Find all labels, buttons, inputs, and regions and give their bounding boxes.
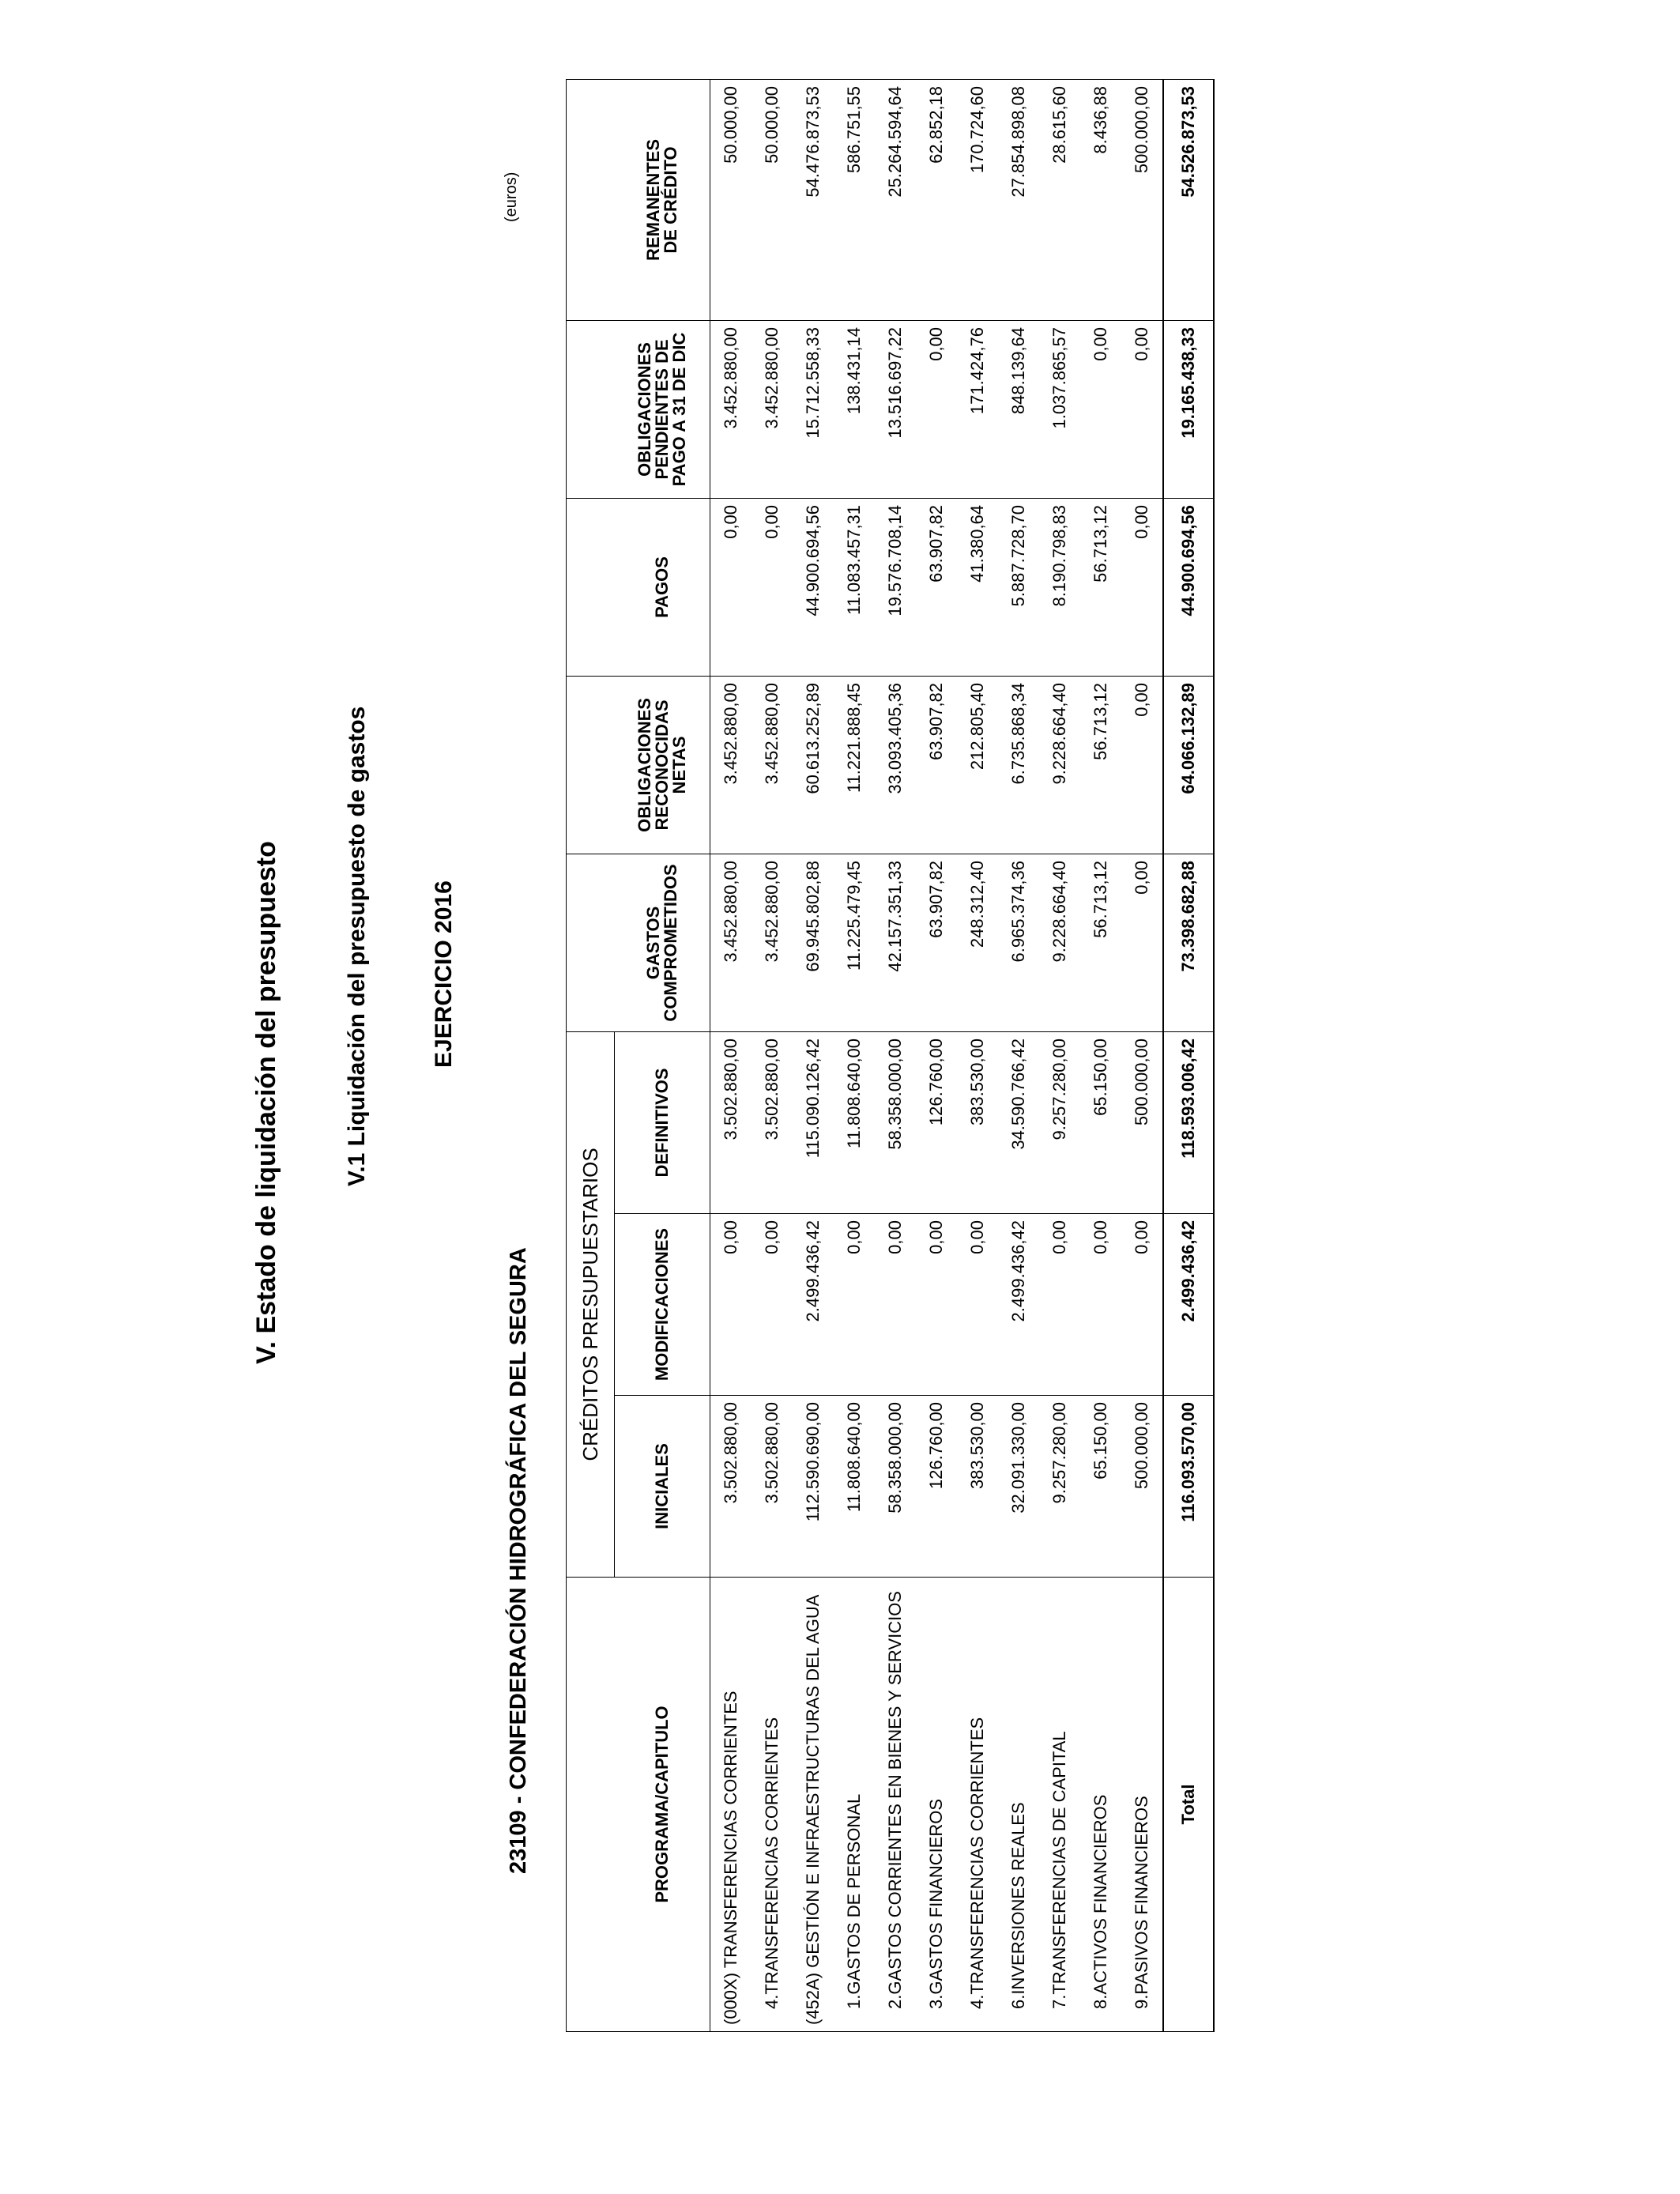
cell-remanentes: 500.000,00 [1121, 79, 1163, 320]
cell-iniciales: 11.808.640,00 [834, 1396, 875, 1578]
row-name: 4.TRANSFERENCIAS CORRIENTES [957, 1578, 998, 2032]
cell-obligaciones-netas: 6.735.868,34 [998, 676, 1039, 854]
row-name: 7.TRANSFERENCIAS DE CAPITAL [1039, 1578, 1080, 2032]
cell-obligaciones-pendientes: 848.139,64 [998, 320, 1039, 498]
row-name: 6.INVERSIONES REALES [998, 1578, 1039, 2032]
cell-obligaciones-pendientes: 3.452.880,00 [751, 320, 793, 498]
cell-definitivos: 34.590.766,42 [998, 1031, 1039, 1213]
cell-pagos: 44.900.694,56 [793, 498, 834, 676]
total-obligaciones-netas: 64.066.132,89 [1163, 676, 1214, 854]
budget-table [566, 79, 1215, 2032]
cell-iniciales: 3.502.880,00 [751, 1396, 793, 1578]
cell-definitivos: 3.502.880,00 [751, 1031, 793, 1213]
cell-pagos: 0,00 [710, 498, 752, 676]
total-gastos-comprometidos: 73.398.682,88 [1163, 854, 1214, 1031]
cell-gastos-comprometidos: 3.452.880,00 [710, 854, 752, 1031]
cell-iniciales: 58.358.000,00 [875, 1396, 916, 1578]
header-iniciales: INICIALES [615, 1396, 710, 1578]
table-row [998, 79, 1039, 2031]
cell-obligaciones-netas: 3.452.880,00 [710, 676, 752, 854]
row-name: (000X) TRANSFERENCIAS CORRIENTES [710, 1578, 752, 2032]
cell-obligaciones-pendientes: 171.424,76 [957, 320, 998, 498]
cell-remanentes: 50.000,00 [751, 79, 793, 320]
total-modificaciones: 2.499.436,42 [1163, 1214, 1214, 1396]
cell-gastos-comprometidos: 11.225.479,45 [834, 854, 875, 1031]
cell-pagos: 0,00 [1121, 498, 1163, 676]
cell-definitivos: 65.150,00 [1080, 1031, 1121, 1213]
header-obligaciones-netas [615, 676, 710, 854]
header-orn-line2: RECONOCIDAS [651, 699, 672, 831]
table-row [793, 79, 834, 2031]
subtitle: V.1 Liquidación del presupuesto de gastos [344, 706, 370, 1186]
main-title: V. Estado de liquidación del presupuesto [251, 841, 281, 1364]
header-blank [567, 498, 615, 676]
cell-iniciales: 32.091.330,00 [998, 1396, 1039, 1578]
cell-modificaciones: 2.499.436,42 [998, 1214, 1039, 1396]
cell-iniciales: 500.000,00 [1121, 1396, 1163, 1578]
fiscal-year: EJERCICIO 2016 [431, 880, 457, 1068]
total-definitivos: 118.593.006,42 [1163, 1031, 1214, 1213]
cell-modificaciones: 2.499.436,42 [793, 1214, 834, 1396]
row-name: 4.TRANSFERENCIAS CORRIENTES [751, 1578, 793, 2032]
cell-modificaciones: 0,00 [1039, 1214, 1080, 1396]
total-label: Total [1163, 1578, 1214, 2032]
cell-pagos: 0,00 [751, 498, 793, 676]
row-name: 1.GASTOS DE PERSONAL [834, 1578, 875, 2032]
cell-modificaciones: 0,00 [1080, 1214, 1121, 1396]
cell-pagos: 11.083.457,31 [834, 498, 875, 676]
cell-modificaciones: 0,00 [957, 1214, 998, 1396]
units-label: (euros) [503, 172, 520, 222]
header-blank [567, 1578, 615, 2032]
total-obligaciones-pendientes: 19.165.438,33 [1163, 320, 1214, 498]
header-creditos-group: CRÉDITOS PRESUPUESTARIOS [567, 1031, 615, 1577]
cell-pagos: 8.190.798,83 [1039, 498, 1080, 676]
cell-gastos-comprometidos: 248.312,40 [957, 854, 998, 1031]
table-row [875, 79, 916, 2031]
table-row [916, 79, 957, 2031]
cell-gastos-comprometidos: 9.228.664,40 [1039, 854, 1080, 1031]
cell-pagos: 63.907,82 [916, 498, 957, 676]
table-row [957, 79, 998, 2031]
total-iniciales: 116.093.570,00 [1163, 1396, 1214, 1578]
cell-obligaciones-netas: 60.613.252,89 [793, 676, 834, 854]
cell-obligaciones-netas: 33.093.405,36 [875, 676, 916, 854]
cell-obligaciones-netas: 11.221.888,45 [834, 676, 875, 854]
header-programa: PROGRAMA/CAPITULO [615, 1578, 710, 2032]
cell-modificaciones: 0,00 [916, 1214, 957, 1396]
header-pagos: PAGOS [615, 498, 710, 676]
cell-definitivos: 11.808.640,00 [834, 1031, 875, 1213]
cell-iniciales: 3.502.880,00 [710, 1396, 752, 1578]
header-modificaciones: MODIFICACIONES [615, 1214, 710, 1396]
header-blank [567, 79, 615, 320]
cell-obligaciones-pendientes: 0,00 [1121, 320, 1163, 498]
organization-name: 23109 - CONFEDERACIÓN HIDROGRÁFICA DEL SEGURA [506, 1247, 531, 1874]
header-gastos-line2: COMPROMETIDOS [660, 864, 680, 1022]
header-gastos-comprometidos [615, 854, 710, 1031]
cell-remanentes: 586.751,55 [834, 79, 875, 320]
header-opp-line2: PENDIENTES DE [651, 339, 672, 480]
row-name: 8.ACTIVOS FINANCIEROS [1080, 1578, 1121, 2032]
cell-remanentes: 27.854.898,08 [998, 79, 1039, 320]
cell-obligaciones-netas: 0,00 [1121, 676, 1163, 854]
cell-obligaciones-pendientes: 0,00 [916, 320, 957, 498]
table-row [834, 79, 875, 2031]
cell-definitivos: 115.090.126,42 [793, 1031, 834, 1213]
table-row [1080, 79, 1121, 2031]
row-name: (452A) GESTIÓN E INFRAESTRUCTURAS DEL AGUA [793, 1578, 834, 2032]
header-orn-line3: NETAS [669, 736, 689, 794]
cell-iniciales: 65.150,00 [1080, 1396, 1121, 1578]
header-orn-line1: OBLIGACIONES [634, 698, 654, 832]
cell-obligaciones-pendientes: 3.452.880,00 [710, 320, 752, 498]
cell-pagos: 56.713,12 [1080, 498, 1121, 676]
cell-definitivos: 500.000,00 [1121, 1031, 1163, 1213]
cell-gastos-comprometidos: 3.452.880,00 [751, 854, 793, 1031]
header-rem-line2: DE CRÉDITO [660, 146, 680, 254]
cell-obligaciones-pendientes: 0,00 [1080, 320, 1121, 498]
cell-modificaciones: 0,00 [834, 1214, 875, 1396]
cell-remanentes: 54.476.873,53 [793, 79, 834, 320]
header-blank [567, 320, 615, 498]
cell-gastos-comprometidos: 56.713,12 [1080, 854, 1121, 1031]
cell-obligaciones-netas: 56.713,12 [1080, 676, 1121, 854]
total-remanentes: 54.526.873,53 [1163, 79, 1214, 320]
header-remanentes [615, 79, 710, 320]
cell-modificaciones: 0,00 [875, 1214, 916, 1396]
row-name: 3.GASTOS FINANCIEROS [916, 1578, 957, 2032]
cell-remanentes: 28.615,60 [1039, 79, 1080, 320]
cell-obligaciones-netas: 9.228.664,40 [1039, 676, 1080, 854]
total-row [1163, 79, 1214, 2031]
cell-pagos: 19.576.708,14 [875, 498, 916, 676]
cell-modificaciones: 0,00 [1121, 1214, 1163, 1396]
cell-remanentes: 50.000,00 [710, 79, 752, 320]
cell-definitivos: 9.257.280,00 [1039, 1031, 1080, 1213]
cell-gastos-comprometidos: 63.907,82 [916, 854, 957, 1031]
row-name: 2.GASTOS CORRIENTES EN BIENES Y SERVICIOS [875, 1578, 916, 2032]
cell-gastos-comprometidos: 69.945.802,88 [793, 854, 834, 1031]
cell-remanentes: 25.264.594,64 [875, 79, 916, 320]
cell-gastos-comprometidos: 6.965.374,36 [998, 854, 1039, 1031]
cell-obligaciones-pendientes: 15.712.558,33 [793, 320, 834, 498]
header-opp-line3: PAGO A 31 DE DIC [669, 332, 689, 487]
header-blank [567, 676, 615, 854]
cell-remanentes: 170.724,60 [957, 79, 998, 320]
table-row [1121, 79, 1163, 2031]
cell-definitivos: 58.358.000,00 [875, 1031, 916, 1213]
row-name: 9.PASIVOS FINANCIEROS [1121, 1578, 1163, 2032]
cell-obligaciones-netas: 3.452.880,00 [751, 676, 793, 854]
cell-pagos: 5.887.728,70 [998, 498, 1039, 676]
cell-obligaciones-pendientes: 13.516.697,22 [875, 320, 916, 498]
cell-iniciales: 383.530,00 [957, 1396, 998, 1578]
cell-gastos-comprometidos: 0,00 [1121, 854, 1163, 1031]
cell-iniciales: 9.257.280,00 [1039, 1396, 1080, 1578]
cell-iniciales: 112.590.690,00 [793, 1396, 834, 1578]
header-opp-line1: OBLIGACIONES [634, 342, 654, 477]
cell-gastos-comprometidos: 42.157.351,33 [875, 854, 916, 1031]
cell-remanentes: 62.852,18 [916, 79, 957, 320]
header-definitivos: DEFINITIVOS [615, 1031, 710, 1213]
cell-obligaciones-netas: 63.907,82 [916, 676, 957, 854]
cell-definitivos: 3.502.880,00 [710, 1031, 752, 1213]
header-gastos-line1: GASTOS [642, 906, 663, 980]
cell-obligaciones-netas: 212.805,40 [957, 676, 998, 854]
cell-modificaciones: 0,00 [710, 1214, 752, 1396]
table-row [1039, 79, 1080, 2031]
cell-iniciales: 126.760,00 [916, 1396, 957, 1578]
header-obligaciones-pendientes [615, 320, 710, 498]
cell-pagos: 41.380,64 [957, 498, 998, 676]
cell-remanentes: 8.436,88 [1080, 79, 1121, 320]
cell-definitivos: 383.530,00 [957, 1031, 998, 1213]
table-row [710, 79, 752, 2031]
cell-obligaciones-pendientes: 1.037.865,57 [1039, 320, 1080, 498]
header-rem-line1: REMANENTES [642, 138, 663, 261]
table-row [751, 79, 793, 2031]
total-pagos: 44.900.694,56 [1163, 498, 1214, 676]
cell-modificaciones: 0,00 [751, 1214, 793, 1396]
header-blank [567, 854, 615, 1031]
cell-definitivos: 126.760,00 [916, 1031, 957, 1213]
table-body [710, 79, 1164, 2031]
cell-obligaciones-pendientes: 138.431,14 [834, 320, 875, 498]
